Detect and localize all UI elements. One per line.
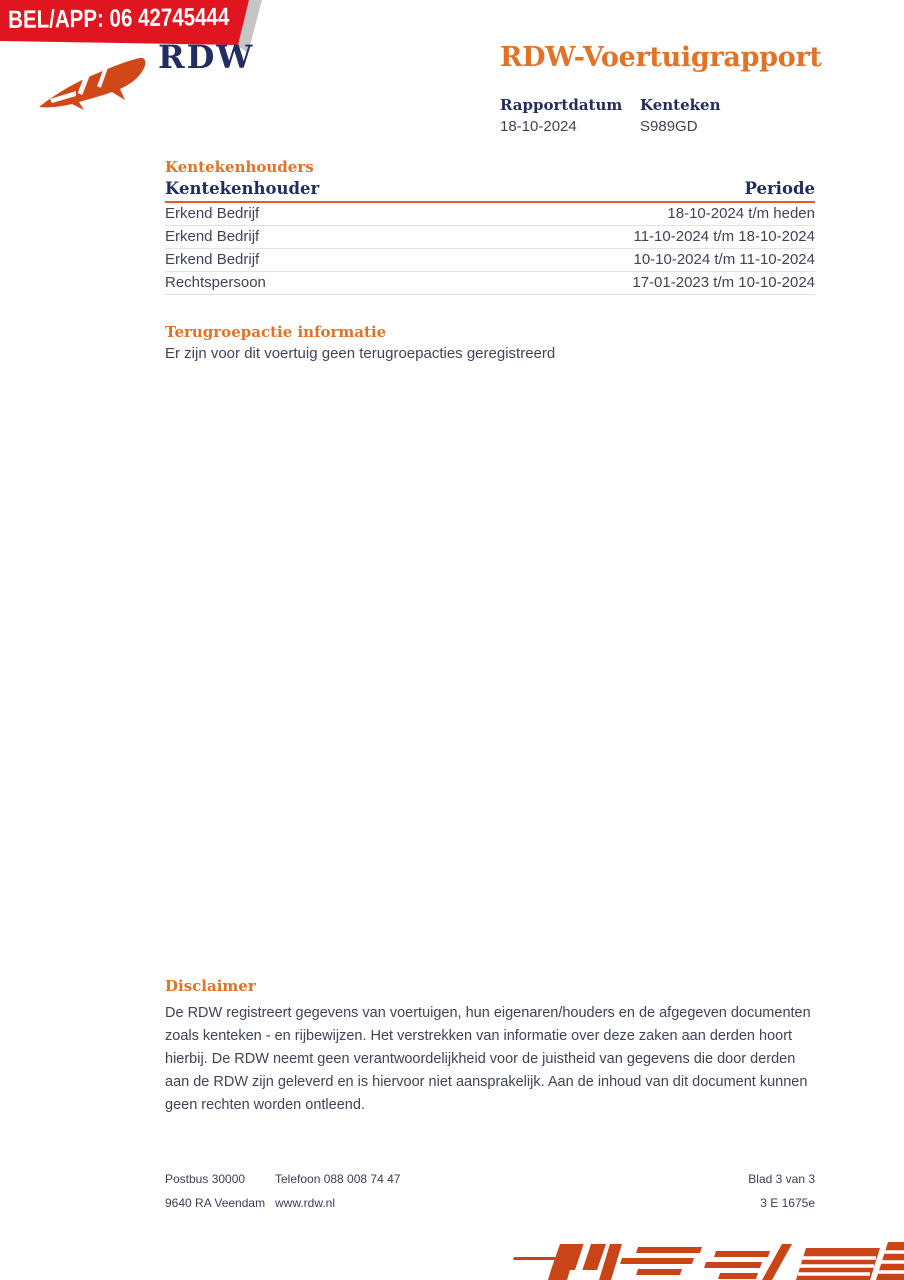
report-date-label: Rapportdatum	[500, 96, 623, 114]
holder-name: Erkend Bedrijf	[165, 251, 260, 268]
table-row	[165, 203, 815, 226]
holders-col-period: Periode	[744, 179, 815, 198]
holder-period: 17-01-2023 t/m 10-10-2024	[632, 274, 815, 291]
holders-table	[165, 203, 815, 295]
footer-phone: Telefoon 088 008 74 47	[275, 1172, 401, 1186]
holder-period: 11-10-2024 t/m 18-10-2024	[633, 228, 815, 245]
license-plate-label: Kenteken	[640, 96, 721, 114]
recall-section-title: Terugroepactie informatie	[165, 323, 387, 341]
holder-period: 18-10-2024 t/m heden	[667, 205, 815, 222]
rdw-feather-icon	[36, 50, 146, 116]
license-plate-value: S989GD	[640, 118, 698, 135]
disclaimer-text: De RDW registreert gegevens van voertuigen, hun eigenaren/houders en de afgegeven documenten zoals kenteken - en rijbewijzen. Het verstrekken van informatie over deze zaken aan derden hoort hierbij. De RDW neemt geen verantwoordelijkheid voor de juistheid van gegevens die door derden aan de RDW zijn geleverd en is hiervoor niet aansprakelijk. Aan de inhoud van dit document kunnen geen rechten worden ontleend.	[165, 1005, 811, 1113]
holder-name: Erkend Bedrijf	[165, 228, 260, 245]
footer-doc-code: 3 E 1675e	[760, 1196, 815, 1210]
footer-page-number: Blad 3 van 3	[748, 1172, 815, 1186]
page-title: RDW-Voertuigrapport	[500, 42, 822, 73]
table-row	[165, 226, 815, 249]
footer-website: www.rdw.nl	[275, 1196, 336, 1210]
holder-name: Rechtspersoon	[165, 274, 266, 291]
recall-text: Er zijn voor dit voertuig geen terugroepacties geregistreerd	[165, 345, 556, 362]
phone-banner-text: BEL/APP: 06 42745444	[8, 2, 230, 34]
table-row	[165, 249, 815, 272]
rdw-wordmark: RDW	[158, 38, 255, 76]
holder-period: 10-10-2024 t/m 11-10-2024	[633, 251, 815, 268]
table-row	[165, 272, 815, 295]
footer-address-line2: 9640 RA Veendam	[165, 1196, 266, 1210]
footer-address-line1: Postbus 30000	[165, 1172, 246, 1186]
holders-col-holder: Kentekenhouder	[165, 179, 320, 198]
report-date-value: 18-10-2024	[500, 118, 577, 135]
rdw-wing-stripes-icon	[508, 1232, 904, 1280]
holders-section-title: Kentekenhouders	[165, 158, 314, 176]
holders-table-header	[165, 179, 815, 198]
holder-name: Erkend Bedrijf	[165, 205, 260, 222]
disclaimer-section-title: Disclaimer	[165, 977, 256, 995]
